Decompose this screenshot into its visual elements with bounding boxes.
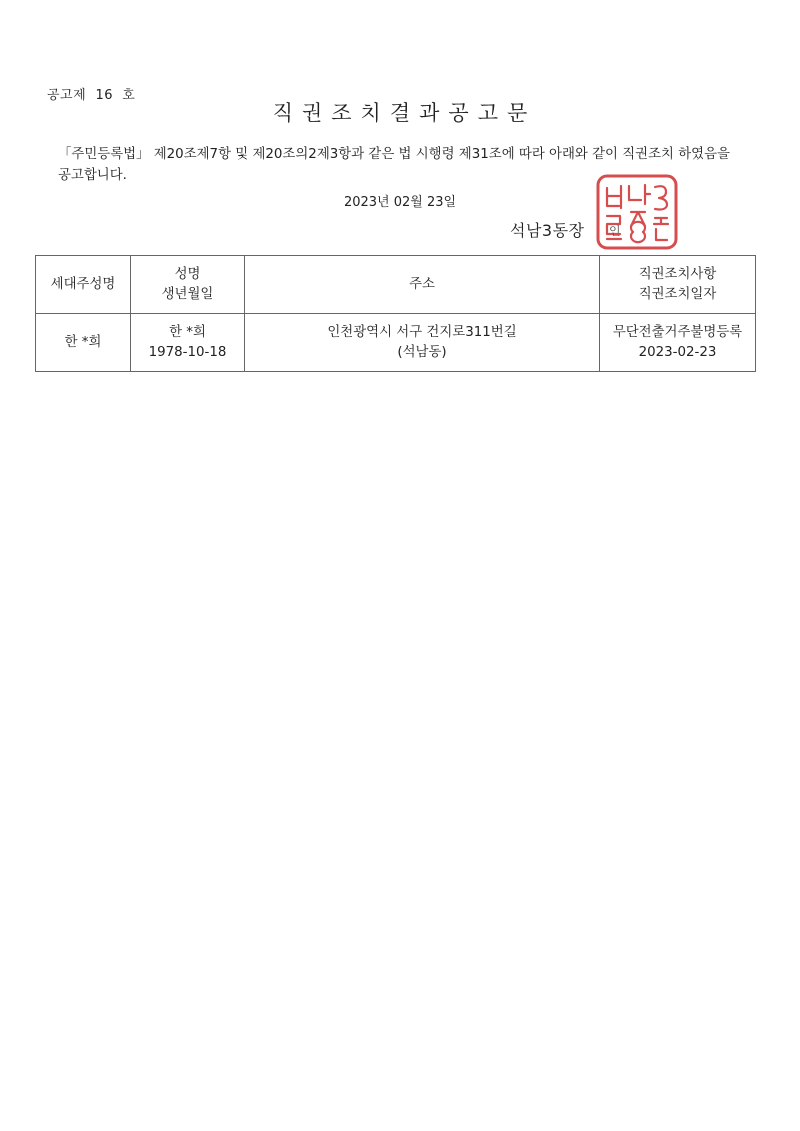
action-value: 무단전출거주불명등록 bbox=[612, 324, 743, 340]
address-value: 인천광역시 서구 건지로311번길 bbox=[327, 324, 517, 340]
header-name-birthdate bbox=[131, 256, 245, 314]
header-address-label: 주소 bbox=[409, 276, 435, 292]
address-dong-value: (석남동) bbox=[397, 344, 447, 360]
notice-number: 공고제 16 호 bbox=[47, 88, 136, 103]
header-household-head bbox=[36, 256, 131, 314]
notice-body-line-2: 공고합니다. bbox=[58, 168, 127, 183]
seal-mark: 인 bbox=[609, 224, 621, 238]
action-date-value: 2023-02-23 bbox=[638, 344, 717, 360]
name-value: 한 *희 bbox=[169, 324, 206, 340]
table-header-row bbox=[36, 256, 756, 314]
header-action-label: 직권조치사항 bbox=[638, 266, 717, 282]
header-household-head-label: 세대주성명 bbox=[50, 276, 116, 292]
header-birthdate-label: 생년월일 bbox=[161, 286, 214, 302]
cell-name-birthdate bbox=[131, 314, 245, 372]
header-name-label: 성명 bbox=[174, 266, 201, 282]
table-row bbox=[36, 314, 756, 372]
notice-date: 2023년 02월 23일 bbox=[343, 195, 457, 210]
header-action bbox=[600, 256, 756, 314]
issuer-name: 석남3동장 bbox=[510, 221, 585, 240]
household-head-value: 한 *희 bbox=[64, 334, 102, 350]
official-seal bbox=[593, 172, 681, 252]
cell-address bbox=[245, 314, 600, 372]
notice-body-line-1: 「주민등록법」 제20조제7항 및 제20조의2제3항과 같은 법 시행령 제31조에 따라 아래와 같이 직권조치 하였음을 bbox=[58, 147, 730, 162]
birthdate-value: 1978-10-18 bbox=[148, 344, 227, 360]
header-action-date-label: 직권조치일자 bbox=[638, 286, 717, 302]
cell-action bbox=[600, 314, 756, 372]
header-address bbox=[245, 256, 600, 314]
result-table bbox=[35, 255, 756, 372]
document-title: 직권조치결과공고문 bbox=[272, 101, 537, 125]
cell-household-head bbox=[36, 314, 131, 372]
